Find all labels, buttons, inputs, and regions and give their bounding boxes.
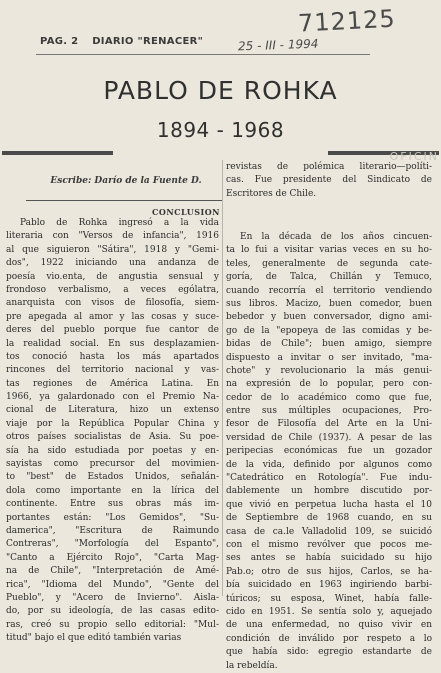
column-left [6, 217, 219, 646]
bleed-through-text: OFICIN [389, 150, 439, 163]
text-line: tos conoció hasta los más apartados [6, 351, 219, 362]
text-line: portantes están: "Los Gemidos", "Su- [6, 512, 219, 523]
text-line: rica", "Idioma del Mundo", "Gente del [6, 579, 219, 590]
text-line: bía suicidado en 1963 ingiriendo barbi- [226, 580, 432, 591]
text-line: anarquista con visos de filosofía, siem- [6, 298, 219, 309]
text-line: viaje por la República Popular China y [6, 418, 219, 429]
text-line: que había sido: egregio estandarte de [226, 647, 432, 658]
left-title-bar [2, 151, 113, 155]
text-line: cedor de lo académico como que fue, [226, 392, 432, 403]
text-line: la rebeldía. [226, 660, 278, 671]
text-line: "Catedrático en Rotología". Fue indu- [226, 473, 432, 484]
section-heading: CONCLUSION [152, 207, 220, 217]
text-line: do, por su ideología, de las casas edito- [6, 606, 219, 617]
text-line: de Septiembre de 1968 cuando, en su [226, 513, 432, 524]
text-line: Pueblo", y "Acero de Invierno". Aisla- [6, 592, 219, 603]
text-line: ses antes se había suicidado su hijo [226, 553, 432, 564]
text-line: cido en 1951. Se sentía solo y, aquejado [226, 606, 432, 617]
page-header [40, 36, 213, 47]
text-line: rincones del territorio nacional y vas- [6, 365, 219, 376]
text-line: peripecias económicas fue un gozador [226, 446, 432, 457]
text-line: poesía vio.enta, de angustia sensual y [6, 271, 219, 282]
text-line: go de la "epopeya de las comidas y be- [226, 325, 432, 336]
text-line: sus libros. Macizo, buen comedor, buen [226, 298, 432, 309]
text-line: cas. Fue presidente del Sindicato de [226, 175, 432, 186]
text-line: casa de ca.le Valladolid 109, se suicidó [226, 526, 432, 537]
text-line: versidad de Chile (1937). A pesar de las [226, 432, 432, 443]
text-line: bidas de Chile"; buen amigo, siempre [226, 339, 432, 350]
text-line: revistas de polémica literario—políti- [226, 162, 432, 172]
text-line: 1966, ya galardonado con el Premio Na- [6, 392, 219, 403]
text-line: Pablo de Rohka ingresó a la vida [20, 218, 219, 228]
text-line: cuando recorría el territorio vendiendo [226, 285, 432, 296]
text-line: ras, creó su propio sello editorial: "Mul- [6, 619, 219, 630]
text-line: literaria con "Versos de infancia", 1916 [6, 231, 219, 242]
handwritten-archive-number: 712125 [297, 4, 397, 38]
text-line: na expresión de lo popular, pero con- [226, 379, 432, 390]
text-line: la realidad social. En sus desplazamien- [6, 338, 219, 349]
column-right [226, 231, 432, 673]
text-line: de la vida, definido por algunos como [226, 459, 432, 470]
text-line: con el mismo revólver que pocos me- [226, 539, 432, 550]
article-years: 1894 - 1968 [156, 118, 285, 142]
text-line: dablemente un hombre discutido por- [226, 486, 432, 497]
text-line: teles, generalmente de segunda cate- [226, 258, 432, 269]
text-line: de una enfermedad, no quiso vivir en [226, 620, 432, 631]
text-line: ta lo fui a visitar varias veces en su ho- [226, 245, 432, 256]
handwritten-date: 25 - III - 1994 [237, 36, 319, 54]
byline: Escribe: Darío de la Fuente D. [50, 176, 202, 186]
text-line: cional de Literatura, hizo un extenso [6, 405, 219, 416]
text-line: frondoso verbalismo, a veces ególatra, [6, 284, 219, 295]
byline-rule [26, 200, 222, 201]
page-number: PAG. 2 [40, 36, 79, 47]
text-line: damerica", "Escritura de Raimundo [6, 525, 219, 536]
text-line: na de Chile", "Interpretación de Amé- [6, 566, 219, 577]
text-line: Contreras", "Morfología del Espanto", [6, 539, 219, 550]
column-divider [222, 160, 223, 596]
text-line: deres del pueblo porque fue cantor de [6, 325, 219, 336]
text-line: bebedor y buen conversador, digno ami- [226, 312, 432, 323]
text-line: goría, de Talca, Chillán y Temuco, [226, 272, 432, 283]
text-line: que vivió en perpetua lucha hasta el 10 [226, 499, 432, 510]
text-line: condición de inválido por respeto a lo [226, 633, 432, 644]
text-line: titud" bajo el que editó también varias [6, 633, 182, 644]
article-title: PABLO DE ROHKA [103, 76, 338, 105]
text-line: chote" y revolucionario la más genui- [226, 365, 432, 376]
text-line: pre apegada al amor y las cosas y suce- [6, 311, 219, 322]
text-line: fesor de Filosofía del Arte en la Uni- [226, 419, 432, 430]
text-line: "Canto a Ejército Rojo", "Carta Mag- [6, 552, 219, 563]
text-line: otros países socialistas de Asia. Su poe- [6, 432, 219, 443]
text-line: to "best" de Estados Unidos, señalán- [6, 472, 219, 483]
text-line: dos", 1922 iniciando una andanza de [6, 258, 219, 269]
text-line: entre sus múltiples ocupaciones, Pro- [226, 406, 432, 417]
text-line: sía ha sido estudiada por poetas y en- [6, 445, 219, 456]
text-line: tas regiones de América Latina. En [6, 378, 219, 389]
newspaper-name: DIARIO "RENACER" [92, 36, 204, 47]
header-rule [36, 54, 370, 55]
text-line: túricos; su esposa, Winet, había falle- [226, 593, 432, 604]
text-line: dispuesto a invitar o ser invitado, "ma- [226, 352, 432, 363]
text-line: En la década de los años cincuen- [240, 232, 432, 242]
text-line: sayistas como precursor del movimien- [6, 459, 219, 470]
text-line: dola como importante en la lírica del [6, 485, 219, 496]
text-line: Pab.o; otro de sus hijos, Carlos, se ha- [226, 566, 432, 577]
column-right-top [226, 161, 432, 201]
text-line: Escritores de Chile. [226, 188, 317, 199]
text-line: al que siguieron "Sátira", 1918 y "Gemi- [6, 244, 219, 255]
text-line: continente. Entre sus obras más im- [6, 499, 219, 510]
